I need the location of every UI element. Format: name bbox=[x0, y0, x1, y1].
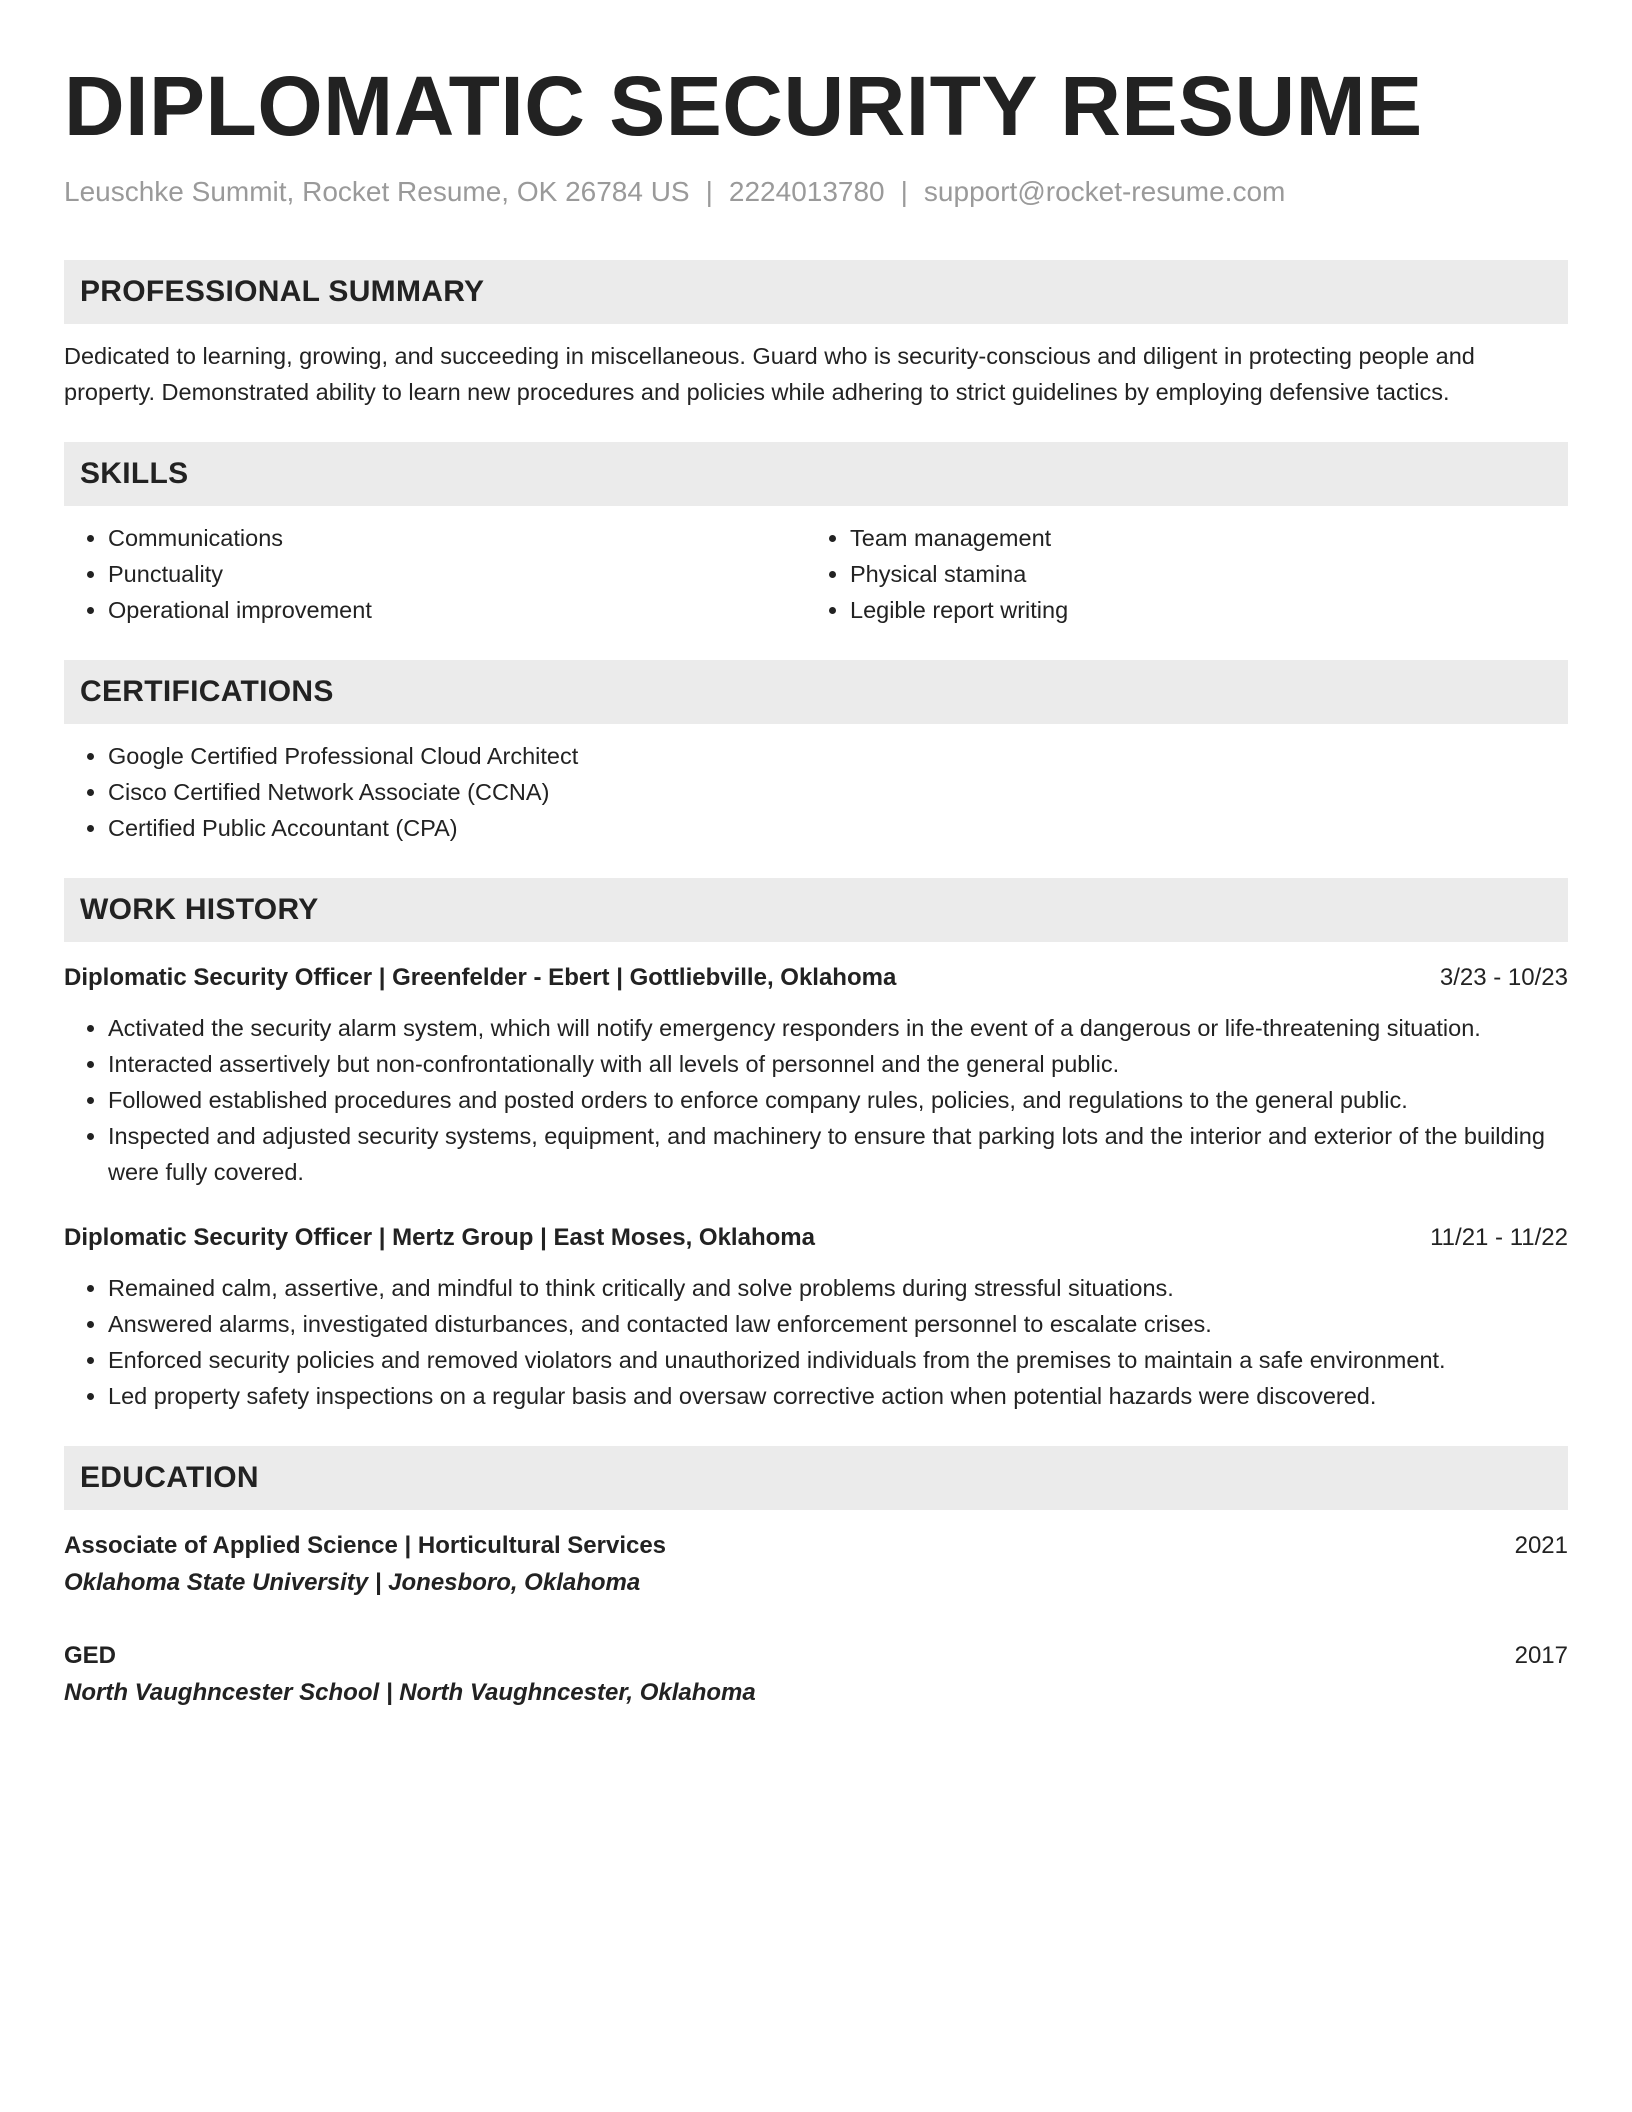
job-bullet: • Interacted assertively but non-confrontationally with all levels of personnel and the general public. bbox=[108, 1046, 1568, 1082]
education-school: North Vaughncester School | North Vaughncester, Oklahoma bbox=[64, 1679, 756, 1706]
job-header bbox=[64, 960, 1568, 996]
job-dates: 11/21 - 11/22 bbox=[1430, 1224, 1568, 1251]
job-bullet: • Remained calm, assertive, and mindful to think critically and solve problems during stressful situations. bbox=[108, 1270, 1568, 1306]
skill-item: • Communications bbox=[108, 520, 806, 556]
skills-column-left bbox=[64, 520, 806, 628]
job-title: Diplomatic Security Officer | Mertz Group | East Moses, Oklahoma bbox=[64, 1224, 815, 1251]
job-bullets bbox=[64, 1270, 1568, 1414]
skill-item: • Punctuality bbox=[108, 556, 806, 592]
education-header bbox=[64, 1638, 1568, 1674]
job-bullet: • Enforced security policies and removed violators and unauthorized individuals from the premises to maintain a safe environment. bbox=[108, 1342, 1568, 1378]
skill-item: • Physical stamina bbox=[850, 556, 1548, 592]
section-header-skills: SKILLS bbox=[64, 442, 1568, 506]
section-header-education: EDUCATION bbox=[64, 1446, 1568, 1510]
education-degree: GED bbox=[64, 1642, 117, 1669]
education-entry bbox=[64, 1528, 1568, 1602]
contact-separator: | bbox=[900, 176, 908, 207]
job-bullet: • Led property safety inspections on a regular basis and oversaw corrective action when potential hazards were discovered. bbox=[108, 1378, 1568, 1414]
job-dates: 3/23 - 10/23 bbox=[1439, 964, 1568, 991]
education-entry bbox=[64, 1638, 1568, 1712]
skills-column-right bbox=[806, 520, 1548, 628]
contact-phone: 2224013780 bbox=[728, 176, 885, 207]
education-school: Oklahoma State University | Jonesboro, Oklahoma bbox=[64, 1569, 641, 1596]
skill-item: • Team management bbox=[850, 520, 1548, 556]
skill-item: • Legible report writing bbox=[850, 592, 1548, 628]
skills-list bbox=[64, 520, 1568, 628]
resume-title: DIPLOMATIC SECURITY RESUME bbox=[64, 59, 1423, 153]
skill-item: • Operational improvement bbox=[108, 592, 806, 628]
education-year: 2017 bbox=[1514, 1642, 1568, 1669]
job-bullet: • Followed established procedures and posted orders to enforce company rules, policies, and regulations to the general public. bbox=[108, 1082, 1568, 1118]
certification-item: • Cisco Certified Network Associate (CCNA) bbox=[108, 774, 1568, 810]
section-header-work-history: WORK HISTORY bbox=[64, 878, 1568, 942]
job-bullet: • Activated the security alarm system, which will notify emergency responders in the event of a dangerous or life-threatening situation. bbox=[108, 1010, 1568, 1046]
job-entry bbox=[64, 960, 1568, 1190]
section-header-certifications: CERTIFICATIONS bbox=[64, 660, 1568, 724]
summary-text: Dedicated to learning, growing, and succeeding in miscellaneous. Guard who is security-conscious and diligent in protecting people and property. Demonstrated ability to learn new procedures and policies while adhering to strict guidelines by employing defensive tactics. bbox=[64, 343, 1475, 405]
job-bullets bbox=[64, 1010, 1568, 1190]
job-entry bbox=[64, 1220, 1568, 1414]
certification-item: • Google Certified Professional Cloud Architect bbox=[108, 738, 1568, 774]
certifications-list bbox=[64, 738, 1568, 846]
job-bullet: • Inspected and adjusted security systems, equipment, and machinery to ensure that parking lots and the interior and exterior of the building were fully covered. bbox=[108, 1118, 1568, 1190]
section-header-summary: PROFESSIONAL SUMMARY bbox=[64, 260, 1568, 324]
education-degree: Associate of Applied Science | Horticultural Services bbox=[64, 1532, 667, 1559]
job-title: Diplomatic Security Officer | Greenfelder - Ebert | Gottliebville, Oklahoma bbox=[64, 964, 897, 991]
job-header bbox=[64, 1220, 1568, 1256]
certification-item: • Certified Public Accountant (CPA) bbox=[108, 810, 1568, 846]
contact-address: Leuschke Summit, Rocket Resume, OK 26784 US bbox=[64, 176, 690, 207]
contact-email: support@rocket-resume.com bbox=[923, 176, 1286, 207]
contact-line bbox=[64, 174, 1568, 210]
contact-separator: | bbox=[705, 176, 713, 207]
job-bullet: • Answered alarms, investigated disturbances, and contacted law enforcement personnel to escalate crises. bbox=[108, 1306, 1568, 1342]
education-year: 2021 bbox=[1514, 1532, 1568, 1559]
education-header bbox=[64, 1528, 1568, 1564]
